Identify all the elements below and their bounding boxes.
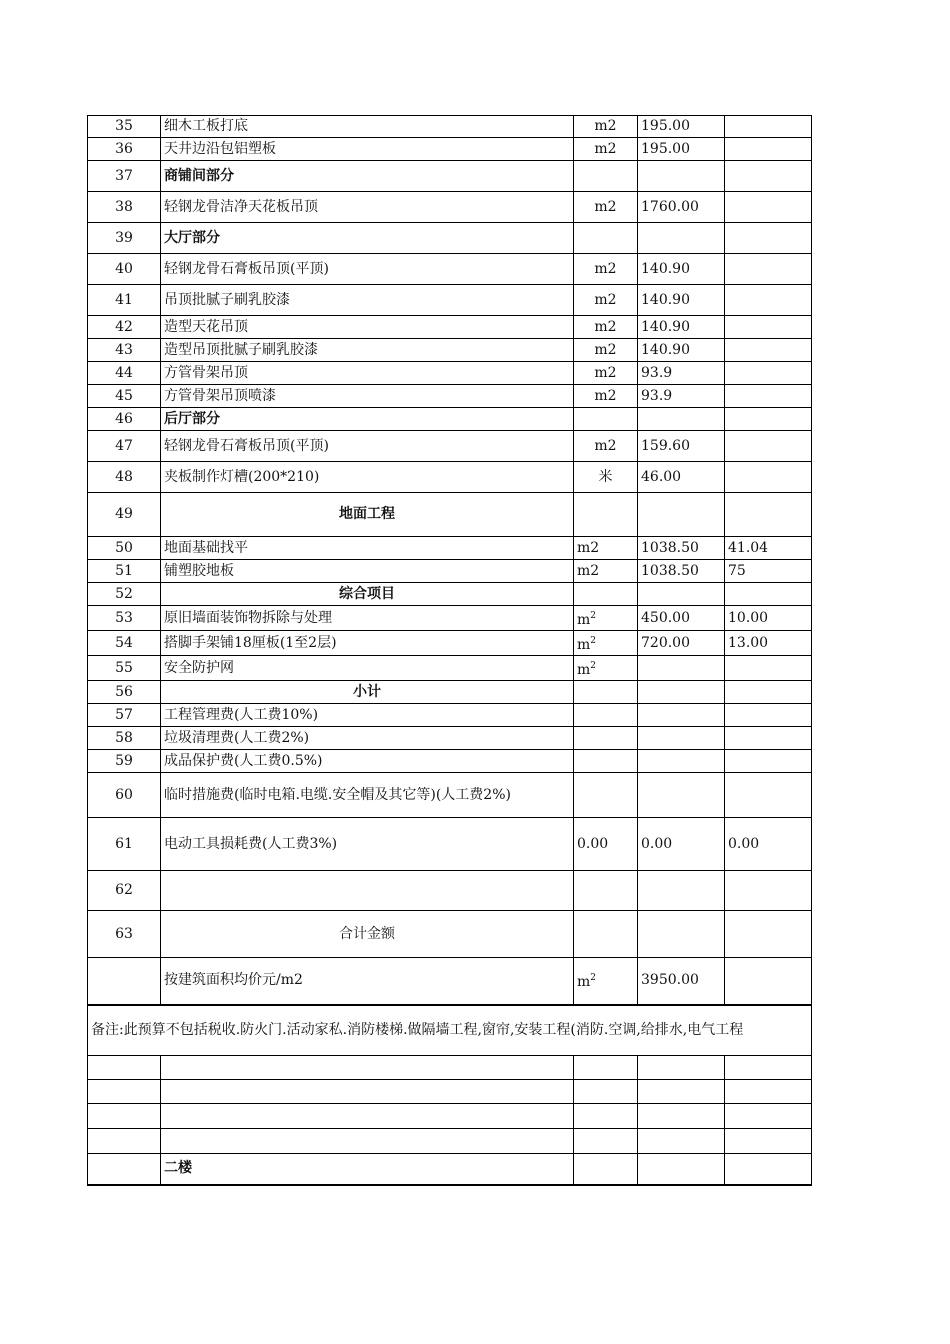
budget-table	[87, 115, 812, 1186]
empty-cell	[638, 1129, 725, 1154]
row-number: 48	[88, 462, 161, 493]
table-row	[88, 656, 812, 681]
table-row	[88, 285, 812, 316]
unit-superscript: 2	[590, 973, 597, 984]
unit-superscript: 2	[590, 660, 597, 671]
unit-cell: m2	[574, 254, 638, 285]
row-number: 55	[88, 656, 161, 681]
item-name: 天井边沿包铝塑板	[161, 138, 574, 161]
item-name: 小计	[161, 681, 574, 704]
price-cell: 0.00	[725, 818, 812, 871]
item-name: 原旧墙面装饰物拆除与处理	[161, 606, 574, 631]
table-row	[88, 911, 812, 958]
unit-cell: m2	[574, 560, 638, 583]
empty-cell	[88, 1154, 161, 1185]
row-number: 60	[88, 773, 161, 818]
item-name: 方管骨架吊顶	[161, 362, 574, 385]
quantity-cell	[638, 161, 725, 192]
row-number: 63	[88, 911, 161, 958]
quantity-cell	[638, 871, 725, 911]
empty-cell	[161, 1129, 574, 1154]
price-cell	[725, 116, 812, 138]
quantity-cell: 140.90	[638, 316, 725, 339]
item-name: 方管骨架吊顶喷漆	[161, 385, 574, 408]
quantity-cell: 140.90	[638, 339, 725, 362]
item-name: 大厅部分	[161, 223, 574, 254]
row-number: 61	[88, 818, 161, 871]
unit-cell	[574, 583, 638, 606]
quantity-cell	[638, 681, 725, 704]
price-cell	[725, 362, 812, 385]
table-row	[88, 681, 812, 704]
quantity-cell	[638, 750, 725, 773]
row-number: 59	[88, 750, 161, 773]
table-row	[88, 408, 812, 431]
unit-cell	[574, 727, 638, 750]
quantity-cell: 195.00	[638, 138, 725, 161]
empty-cell	[725, 1154, 812, 1185]
empty-cell	[638, 1080, 725, 1104]
empty-cell	[725, 1080, 812, 1104]
empty-cell	[574, 1129, 638, 1154]
price-cell: 13.00	[725, 631, 812, 656]
row-number: 35	[88, 116, 161, 138]
table-row	[88, 223, 812, 254]
quantity-cell: 0.00	[638, 818, 725, 871]
row-number: 51	[88, 560, 161, 583]
row-number: 36	[88, 138, 161, 161]
row-number: 56	[88, 681, 161, 704]
quantity-cell	[638, 493, 725, 537]
price-cell	[725, 192, 812, 223]
item-name: 工程管理费(人工费10%)	[161, 704, 574, 727]
item-name: 安全防护网	[161, 656, 574, 681]
table-row	[88, 192, 812, 223]
table-row	[88, 362, 812, 385]
note-text: 备注:此预算不包括税收.防火门.活动家私.消防楼梯.做隔墙工程,窗帘,安装工程(消防.空调,给排水,电气工程	[88, 1005, 812, 1056]
row-number: 50	[88, 537, 161, 560]
unit-cell: m2	[574, 285, 638, 316]
empty-cell	[161, 1056, 574, 1080]
price-cell: 75	[725, 560, 812, 583]
item-name: 商铺间部分	[161, 161, 574, 192]
quantity-cell: 140.90	[638, 285, 725, 316]
table-row	[88, 560, 812, 583]
empty-cell	[725, 1129, 812, 1154]
row-number: 46	[88, 408, 161, 431]
quantity-cell: 159.60	[638, 431, 725, 462]
quantity-cell	[638, 583, 725, 606]
price-cell	[725, 138, 812, 161]
empty-cell	[638, 1056, 725, 1080]
unit-cell	[574, 408, 638, 431]
unit-cell: m2	[574, 192, 638, 223]
price-cell	[725, 316, 812, 339]
table-row	[88, 161, 812, 192]
item-name: 综合项目	[161, 583, 574, 606]
unit-cell	[574, 704, 638, 727]
table-row	[88, 116, 812, 138]
note-row	[88, 1005, 812, 1056]
table-row	[88, 631, 812, 656]
unit-cell	[574, 958, 638, 1005]
empty-cell	[88, 1129, 161, 1154]
empty-cell	[161, 1080, 574, 1104]
unit-cell: m2	[574, 431, 638, 462]
unit-superscript: 2	[590, 610, 597, 621]
unit-cell	[574, 223, 638, 254]
unit-cell	[574, 493, 638, 537]
item-name: 垃圾清理费(人工费2%)	[161, 727, 574, 750]
table-row	[88, 431, 812, 462]
item-name: 轻钢龙骨石膏板吊顶(平顶)	[161, 254, 574, 285]
table-row	[88, 773, 812, 818]
item-name: 成品保护费(人工费0.5%)	[161, 750, 574, 773]
unit-cell	[574, 161, 638, 192]
row-number: 58	[88, 727, 161, 750]
quantity-cell	[638, 223, 725, 254]
price-cell	[725, 656, 812, 681]
item-name: 造型天花吊顶	[161, 316, 574, 339]
row-number: 45	[88, 385, 161, 408]
table-row	[88, 727, 812, 750]
unit-cell: m2	[574, 116, 638, 138]
empty-cell	[725, 1056, 812, 1080]
item-name: 后厅部分	[161, 408, 574, 431]
price-cell	[725, 254, 812, 285]
row-number	[88, 958, 161, 1005]
row-number: 62	[88, 871, 161, 911]
quantity-cell	[638, 408, 725, 431]
item-name: 吊顶批腻子刷乳胶漆	[161, 285, 574, 316]
price-cell	[725, 223, 812, 254]
unit-text: m	[577, 611, 591, 628]
item-name: 电动工具损耗费(人工费3%)	[161, 818, 574, 871]
quantity-cell: 93.9	[638, 385, 725, 408]
row-number: 42	[88, 316, 161, 339]
unit-cell: m2	[574, 385, 638, 408]
unit-cell	[574, 750, 638, 773]
price-cell	[725, 750, 812, 773]
item-name: 细木工板打底	[161, 116, 574, 138]
item-name: 造型吊顶批腻子刷乳胶漆	[161, 339, 574, 362]
table-row	[88, 704, 812, 727]
row-number: 54	[88, 631, 161, 656]
empty-cell	[574, 1056, 638, 1080]
section-row	[88, 1154, 812, 1185]
empty-cell	[88, 1104, 161, 1129]
unit-cell	[574, 871, 638, 911]
row-number: 57	[88, 704, 161, 727]
table-row	[88, 606, 812, 631]
unit-cell: m2	[574, 537, 638, 560]
row-number: 53	[88, 606, 161, 631]
quantity-cell	[638, 911, 725, 958]
unit-cell	[574, 631, 638, 656]
price-cell	[725, 285, 812, 316]
quantity-cell: 3950.00	[638, 958, 725, 1005]
section-title: 二楼	[161, 1154, 574, 1185]
unit-cell	[574, 606, 638, 631]
empty-cell	[88, 1056, 161, 1080]
item-name: 轻钢龙骨洁净天花板吊顶	[161, 192, 574, 223]
unit-cell	[574, 773, 638, 818]
empty-row	[88, 1056, 812, 1080]
row-number: 44	[88, 362, 161, 385]
empty-cell	[574, 1154, 638, 1185]
quantity-cell	[638, 727, 725, 750]
row-number: 40	[88, 254, 161, 285]
item-name: 夹板制作灯槽(200*210)	[161, 462, 574, 493]
unit-cell	[574, 911, 638, 958]
row-number: 43	[88, 339, 161, 362]
quantity-cell	[638, 704, 725, 727]
empty-row	[88, 1080, 812, 1104]
table-row	[88, 537, 812, 560]
table-row	[88, 750, 812, 773]
quantity-cell: 46.00	[638, 462, 725, 493]
unit-text: m	[577, 636, 591, 653]
row-number: 41	[88, 285, 161, 316]
price-cell	[725, 161, 812, 192]
empty-cell	[638, 1104, 725, 1129]
price-cell: 41.04	[725, 537, 812, 560]
price-cell	[725, 493, 812, 537]
table-row	[88, 385, 812, 408]
quantity-cell: 1760.00	[638, 192, 725, 223]
table-row	[88, 958, 812, 1005]
empty-cell	[88, 1080, 161, 1104]
unit-cell	[574, 656, 638, 681]
unit-cell: m2	[574, 362, 638, 385]
row-number: 38	[88, 192, 161, 223]
empty-cell	[574, 1080, 638, 1104]
price-cell	[725, 462, 812, 493]
quantity-cell	[638, 773, 725, 818]
unit-cell: m2	[574, 138, 638, 161]
price-cell	[725, 583, 812, 606]
row-number: 39	[88, 223, 161, 254]
quantity-cell: 1038.50	[638, 560, 725, 583]
item-name: 地面基础找平	[161, 537, 574, 560]
unit-cell: m2	[574, 316, 638, 339]
unit-text: m	[577, 974, 591, 991]
empty-row	[88, 1104, 812, 1129]
table-row	[88, 493, 812, 537]
quantity-cell: 195.00	[638, 116, 725, 138]
table-row	[88, 871, 812, 911]
table-row	[88, 254, 812, 285]
quantity-cell: 720.00	[638, 631, 725, 656]
unit-superscript: 2	[590, 635, 597, 646]
price-cell	[725, 773, 812, 818]
quantity-cell: 140.90	[638, 254, 725, 285]
price-cell	[725, 871, 812, 911]
quantity-cell: 1038.50	[638, 537, 725, 560]
empty-cell	[574, 1104, 638, 1129]
table-row	[88, 818, 812, 871]
price-cell	[725, 958, 812, 1005]
unit-text: m	[577, 661, 591, 678]
item-name: 合计金额	[161, 911, 574, 958]
table-row	[88, 339, 812, 362]
item-name: 轻钢龙骨石膏板吊顶(平顶)	[161, 431, 574, 462]
price-cell	[725, 385, 812, 408]
price-cell	[725, 727, 812, 750]
price-cell	[725, 431, 812, 462]
quantity-cell: 450.00	[638, 606, 725, 631]
table-row	[88, 316, 812, 339]
price-cell	[725, 408, 812, 431]
empty-cell	[638, 1154, 725, 1185]
unit-cell: m2	[574, 339, 638, 362]
quantity-cell: 93.9	[638, 362, 725, 385]
quantity-cell	[638, 656, 725, 681]
unit-cell: 0.00	[574, 818, 638, 871]
item-name: 临时措施费(临时电箱.电缆.安全帽及其它等)(人工费2%)	[161, 773, 574, 818]
empty-cell	[161, 1104, 574, 1129]
unit-cell	[574, 681, 638, 704]
row-number: 47	[88, 431, 161, 462]
price-cell	[725, 681, 812, 704]
empty-row	[88, 1129, 812, 1154]
item-name: 地面工程	[161, 493, 574, 537]
price-cell	[725, 704, 812, 727]
item-name: 按建筑面积均价元/m2	[161, 958, 574, 1005]
row-number: 37	[88, 161, 161, 192]
price-cell	[725, 339, 812, 362]
unit-cell: 米	[574, 462, 638, 493]
price-cell: 10.00	[725, 606, 812, 631]
price-cell	[725, 911, 812, 958]
table-row	[88, 462, 812, 493]
table-row	[88, 583, 812, 606]
item-name	[161, 871, 574, 911]
row-number: 49	[88, 493, 161, 537]
item-name: 搭脚手架铺18厘板(1至2层)	[161, 631, 574, 656]
item-name: 铺塑胶地板	[161, 560, 574, 583]
row-number: 52	[88, 583, 161, 606]
empty-cell	[725, 1104, 812, 1129]
table-row	[88, 138, 812, 161]
